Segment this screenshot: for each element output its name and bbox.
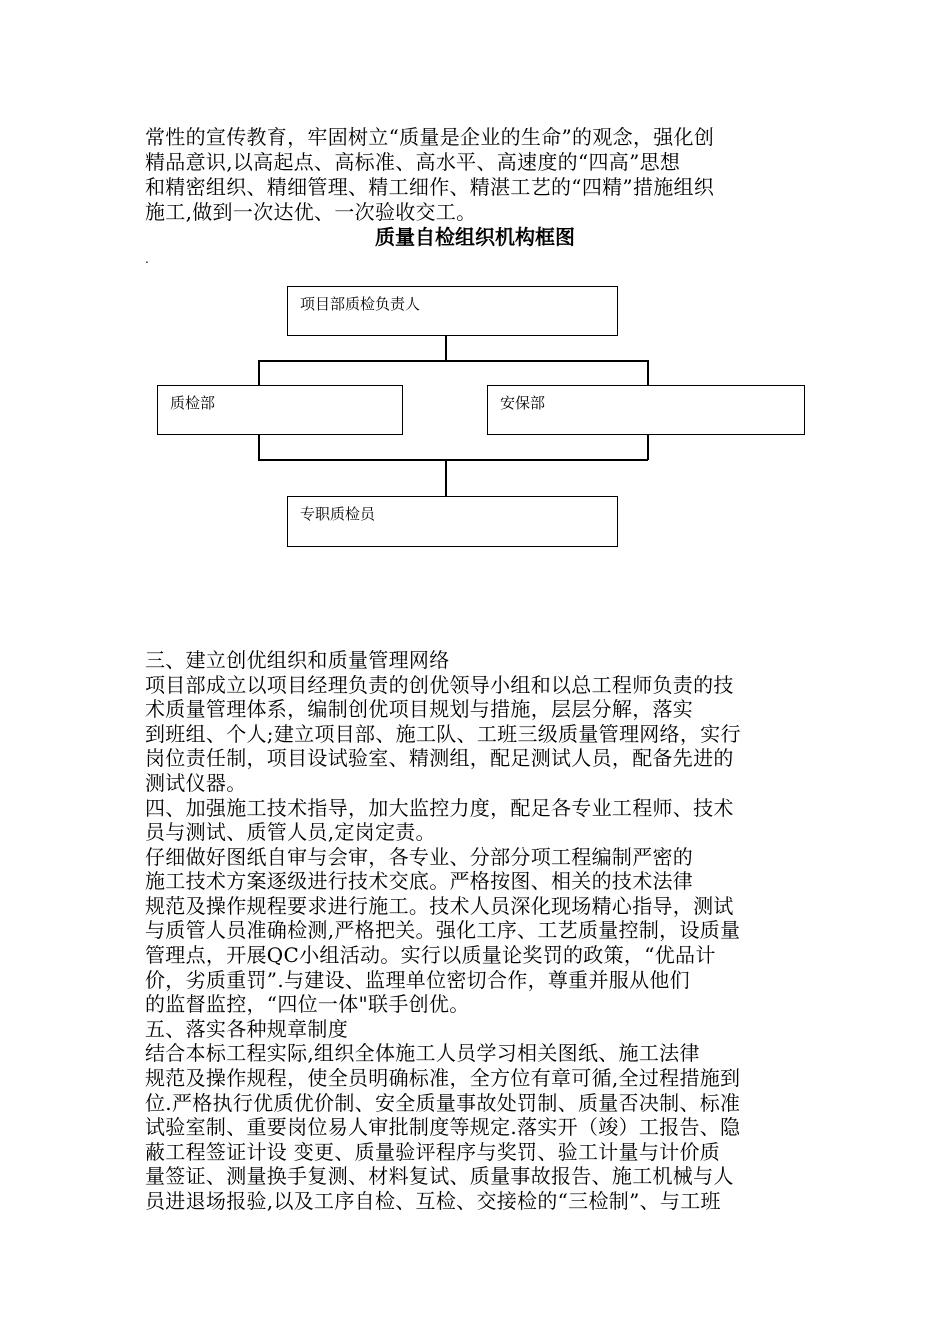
- body-line-21: 蔽工程签证计设 变更、质量验评程序与奖罚、验工计量与计价质: [145, 1140, 721, 1164]
- body-line-11: 规范及操作规程要求进行施工。技术人员深化现场精心指导，测试: [145, 894, 734, 918]
- org-box-top-label: 项目部质检负责人: [300, 295, 421, 313]
- org-box-top: [287, 286, 618, 336]
- body-line-9: 仔细做好图纸自审与会审，各专业、分部分项工程编制严密的: [145, 845, 694, 869]
- chart-title: 质量自检组织机构框图: [375, 225, 575, 249]
- org-box-bottom-label: 专职质检员: [300, 505, 376, 523]
- body-line-2: 项目部成立以项目经理负责的创优领导小组和以总工程师负责的技: [145, 673, 734, 697]
- connector-bottom-down: [445, 459, 447, 497]
- body-line-13: 管理点，开展QC小组活动。实行以质量论奖罚的政策，“优品计: [145, 943, 716, 967]
- intro-line-2: 精品意识,以高起点、高标准、高水平、高速度的“四高”思想: [145, 150, 681, 174]
- body-line-6: 测试仪器。: [145, 771, 247, 795]
- org-box-right: [487, 385, 805, 435]
- connector-top-bar: [258, 360, 648, 362]
- connector-to-left: [258, 360, 260, 386]
- body-line-22: 量签证、测量换手复测、材料复试、质量事故报告、施工机械与人: [145, 1164, 734, 1188]
- body-line-1: 三、建立创优组织和质量管理网络: [145, 648, 450, 672]
- body-line-7: 四、加强施工技术指导，加大监控力度，配足各专业工程师、技术: [145, 796, 734, 820]
- intro-line-1: 常性的宣传教育，牢固树立“质量是企业的生命”的观念，强化创: [145, 125, 715, 149]
- connector-top-down: [445, 336, 447, 361]
- body-line-16: 五、落实各种规章制度: [145, 1017, 348, 1041]
- intro-line-3: 和精密组织、精细管理、精工细作、精湛工艺的“四精”措施组织: [145, 175, 715, 199]
- connector-from-left: [258, 435, 260, 460]
- body-line-19: 位.严格执行优质优价制、安全质量事故处罚制、质量否决制、标准: [145, 1091, 741, 1115]
- body-line-15: 的监督监控，“四位一体"联手创优。: [145, 992, 470, 1016]
- intro-line-4: 施工,做到一次达优、一次验收交工。: [145, 200, 477, 224]
- chart-mark: .: [145, 252, 149, 266]
- connector-bottom-bar: [258, 459, 648, 461]
- body-line-23: 员进退场报验,以及工序自检、互检、交接检的“三检制”、与工班: [145, 1189, 721, 1213]
- body-line-4: 到班组、个人;建立项目部、施工队、工班三级质量管理网络，实行: [145, 722, 741, 746]
- body-line-10: 施工技术方案逐级进行技术交底。严格按图、相关的技术法律: [145, 869, 694, 893]
- body-line-20: 试验室制、重要岗位易人审批制度等规定.落实开（竣）工报告、隐: [145, 1115, 741, 1139]
- body-line-17: 结合本标工程实际,组织全体施工人员学习相关图纸、施工法律: [145, 1041, 700, 1065]
- body-line-14: 价，劣质重罚”.与建设、监理单位密切合作，尊重并服从他们: [145, 968, 690, 992]
- body-line-8: 员与测试、质管人员,定岗定责。: [145, 820, 436, 844]
- connector-to-right: [647, 360, 649, 386]
- org-box-right-label: 安保部: [500, 394, 546, 412]
- org-box-bottom: [287, 496, 618, 547]
- connector-from-right: [647, 435, 649, 460]
- body-line-5: 岗位责任制，项目设试验室、精测组，配足测试人员，配备先进的: [145, 746, 734, 770]
- body-line-18: 规范及操作规程，使全员明确标准，全方位有章可循,全过程措施到: [145, 1066, 741, 1090]
- org-box-left-label: 质检部: [170, 394, 216, 412]
- org-box-left: [157, 385, 403, 435]
- body-line-12: 与质管人员准确检测,严格把关。强化工序、工艺质量控制，设质量: [145, 918, 741, 942]
- body-line-3: 术质量管理体系，编制创优项目规划与措施，层层分解，落实: [145, 697, 694, 721]
